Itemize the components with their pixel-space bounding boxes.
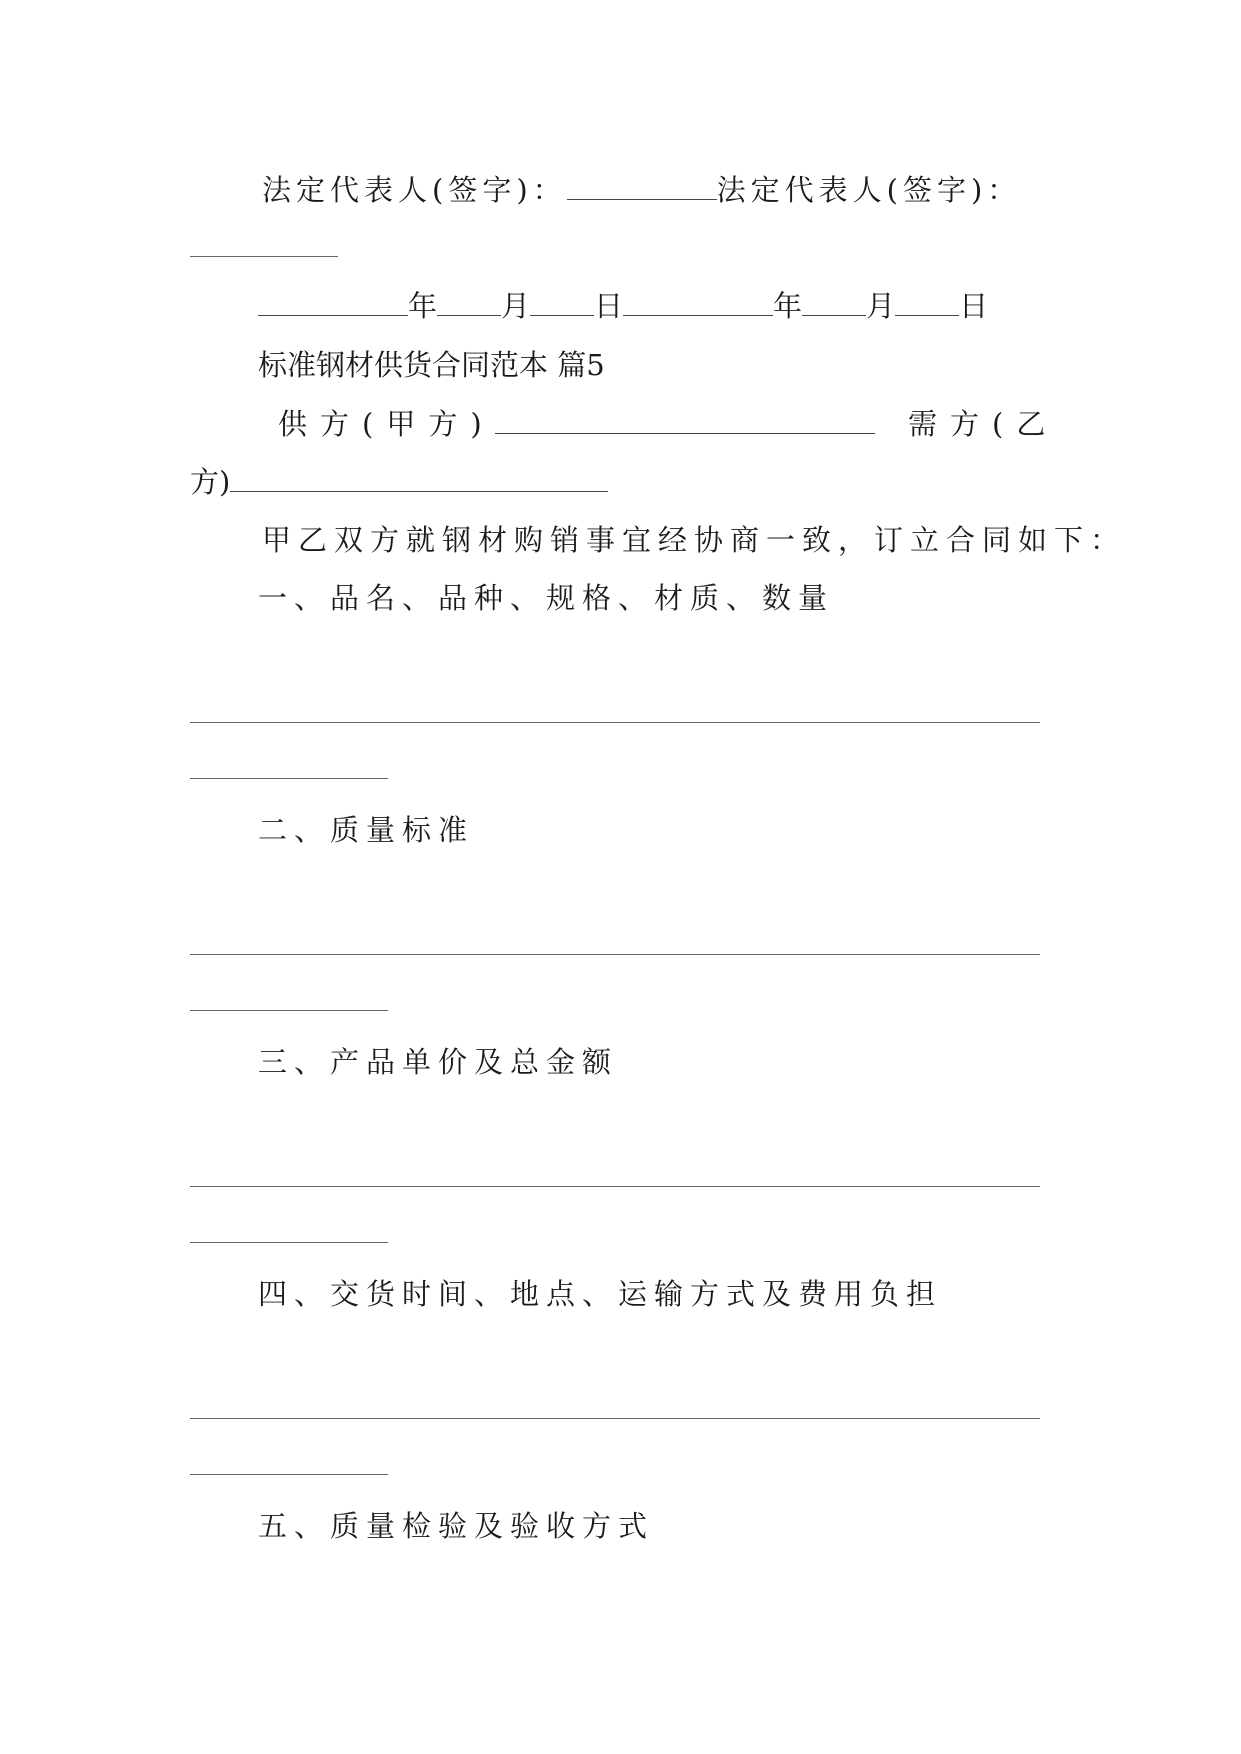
party-b-month-blank[interactable] [802,289,866,316]
party-a-signature-blank[interactable] [567,173,717,200]
party-a-year-label: 年 [408,289,438,323]
party-b-representative-label: 法定代表人(签字)： [716,173,1022,207]
buyer-line [190,462,608,502]
section-2-fill-line[interactable] [190,954,1040,955]
intro-paragraph: 甲乙双方就钢材购销事宜经协商一致，订立合同如下： [262,523,1127,557]
party-a-day-blank[interactable] [530,289,594,316]
date-line [258,286,988,326]
party-a-day-label: 日 [594,289,624,323]
section-4-fill-line-end[interactable] [190,1474,388,1475]
buyer-label-start: 需方(乙 [908,407,1059,441]
section-1-fill-line[interactable] [190,722,1040,723]
party-a-representative-label: 法定代表人(签字)： [262,173,567,207]
party-a-month-blank[interactable] [437,289,501,316]
supplier-name-blank[interactable] [495,407,875,434]
section-3-fill-line-end[interactable] [190,1242,388,1243]
party-b-signature-blank[interactable] [190,256,338,257]
section-heading-1: 一、品名、品种、规格、材质、数量 [258,581,835,615]
buyer-name-blank[interactable] [230,465,608,492]
section-heading-3: 三、产品单价及总金额 [258,1045,619,1079]
party-a-year-blank[interactable] [258,289,408,316]
party-b-year-blank[interactable] [623,289,773,316]
signature-line [262,170,1021,210]
section-1-fill-line-end[interactable] [190,778,388,779]
buyer-label-end: 方) [190,465,231,499]
supplier-label: 供方(甲方) [278,407,495,441]
section-heading-2: 二、质量标准 [258,813,475,847]
contract-title: 标准钢材供货合同范本 篇5 [258,348,605,382]
section-3-fill-line[interactable] [190,1186,1040,1187]
section-2-fill-line-end[interactable] [190,1010,388,1011]
section-4-fill-line[interactable] [190,1418,1040,1419]
party-a-month-label: 月 [501,289,531,323]
party-b-day-blank[interactable] [895,289,959,316]
party-b-year-label: 年 [773,289,803,323]
party-b-day-label: 日 [959,289,989,323]
section-heading-4: 四、交货时间、地点、运输方式及费用负担 [258,1277,943,1311]
parties-line [278,404,875,444]
section-heading-5: 五、质量检验及验收方式 [258,1509,655,1543]
party-b-month-label: 月 [866,289,896,323]
